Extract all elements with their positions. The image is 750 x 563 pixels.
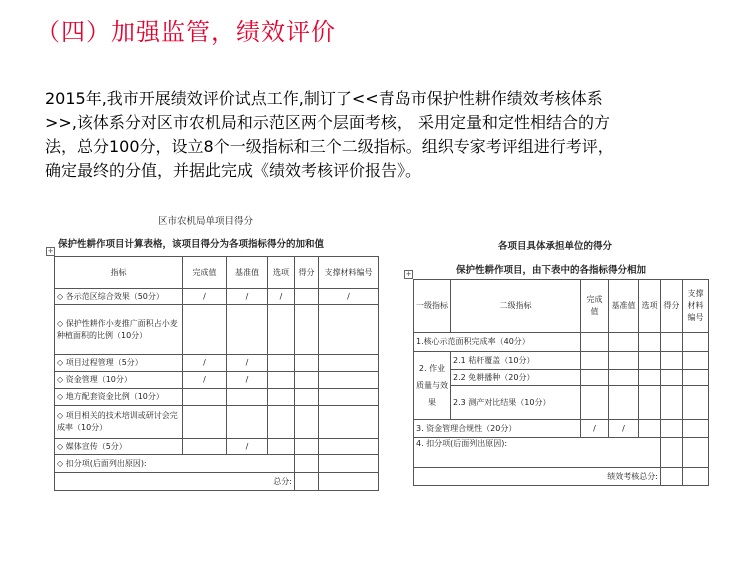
table-cell: / (183, 372, 227, 389)
table-cell: / (227, 289, 268, 305)
table-cell: ◇ 媒体宣传（5分） (55, 439, 183, 455)
paragraph-line: 法，总分100分，设立8个一级指标和三个二级指标。组织专家考评组进行考评， (45, 137, 614, 156)
table-cell (319, 305, 379, 355)
table-cell (609, 370, 639, 386)
header-cell: 基准值 (227, 257, 268, 289)
table-cell: / (581, 420, 609, 438)
table-cell (581, 333, 609, 352)
table-cell (661, 468, 683, 486)
table-cell: / (183, 289, 227, 305)
table-cell (683, 333, 709, 352)
table-cell (661, 352, 683, 370)
table-cell (227, 406, 268, 439)
table-cell (639, 386, 661, 420)
table-cell (639, 333, 661, 352)
table-cell (268, 406, 295, 439)
table-cell (227, 389, 268, 406)
total-row: 绩效考核总分: (414, 468, 661, 486)
table-cell: ◇ 保护性耕作小麦推广面积占小麦种植面积的比例（10分） (55, 305, 183, 355)
table-cell: ◇ 资金管理（10分） (55, 372, 183, 389)
table-cell (683, 438, 709, 468)
header-cell: 得分 (661, 280, 683, 333)
table-cell (683, 386, 709, 420)
left-table-caption: 区市农机局单项目得分 (158, 216, 254, 227)
table-cell: 2.2 免耕播种（20分） (451, 370, 581, 386)
table-cell: ◇ 项目过程管理（5分） (55, 355, 183, 372)
paragraph-line: >>,该体系分对区市农机局和示范区两个层面考核， 采用定量和定性相结合的方 (45, 113, 610, 132)
table-cell (183, 406, 227, 439)
header-cell: 支撑材料编号 (683, 280, 709, 333)
left-table-subcaption: 保护性耕作项目计算表格，该项目得分为各项指标得分的加和值 (58, 239, 325, 250)
table-cell (268, 355, 295, 372)
table-cell: 2. 作业质量与效果 (414, 352, 451, 420)
table-cell: / (183, 355, 227, 372)
table-cell (295, 439, 319, 455)
header-cell: 得分 (295, 257, 319, 289)
table-cell (319, 439, 379, 455)
table-cell (295, 455, 319, 473)
table-cell (295, 372, 319, 389)
table-cell (609, 333, 639, 352)
table-cell: ◇ 项目相关的技术培训或研讨会完成率（10分） (55, 406, 183, 439)
table-anchor-icon: + (47, 247, 54, 255)
table-cell (268, 439, 295, 455)
table-cell (319, 473, 379, 491)
header-cell: 指标 (55, 257, 183, 289)
table-cell (661, 420, 683, 438)
table-cell (661, 438, 683, 468)
table-cell (661, 370, 683, 386)
table-cell (661, 333, 683, 352)
table-cell (319, 455, 379, 473)
table-cell (581, 352, 609, 370)
table-cell (227, 305, 268, 355)
header-cell: 二级指标 (451, 280, 581, 333)
table-cell: / (227, 355, 268, 372)
right-score-table (413, 279, 709, 486)
table-cell (295, 355, 319, 372)
table-cell: ◇ 地方配套资金比例（10分） (55, 389, 183, 406)
table-cell: 1.核心示范面积完成率（40分） (414, 333, 581, 352)
total-row: 总分: (55, 473, 295, 491)
header-cell: 支撑材料编号 (319, 257, 379, 289)
table-cell: 2.3 测产对比结果（10分） (451, 386, 581, 420)
table-cell (609, 386, 639, 420)
table-cell (268, 305, 295, 355)
paragraph-line: 确定最终的分值，并据此完成《绩效考核评价报告》。 (45, 161, 422, 180)
table-cell: / (227, 372, 268, 389)
table-cell (639, 370, 661, 386)
table-cell (683, 370, 709, 386)
left-score-table (54, 256, 379, 491)
table-cell (295, 473, 319, 491)
table-cell (319, 389, 379, 406)
table-anchor-icon: + (405, 270, 412, 278)
table-cell (268, 389, 295, 406)
table-cell (183, 305, 227, 355)
table-cell (295, 389, 319, 406)
table-cell (295, 406, 319, 439)
table-cell: / (319, 289, 379, 305)
table-cell (639, 352, 661, 370)
table-cell (268, 372, 295, 389)
table-cell: / (227, 439, 268, 455)
deduction-row: ◇ 扣分项(后面列出原因): (55, 455, 295, 473)
table-cell (661, 386, 683, 420)
header-cell: 一级指标 (414, 280, 451, 333)
body-paragraph (45, 87, 710, 183)
header-cell: 完成值 (183, 257, 227, 289)
table-cell (683, 468, 709, 486)
right-table-subcaption: 保护性耕作项目，由下表中的各指标得分相加 (456, 265, 647, 276)
paragraph-line: 2015年,我市开展绩效评价试点工作,制订了<<青岛市保护性耕作绩效考核体系 (45, 89, 603, 108)
table-cell (609, 352, 639, 370)
table-cell (183, 439, 227, 455)
header-cell: 选项 (639, 280, 661, 333)
header-cell: 基准值 (609, 280, 639, 333)
table-cell: / (609, 420, 639, 438)
table-cell (581, 370, 609, 386)
right-table-caption: 各项目具体承担单位的得分 (498, 241, 613, 252)
table-cell (295, 289, 319, 305)
table-cell (319, 372, 379, 389)
table-cell (683, 352, 709, 370)
header-cell: 完成值 (581, 280, 609, 333)
table-cell (319, 406, 379, 439)
table-cell (183, 389, 227, 406)
table-cell: / (268, 289, 295, 305)
table-cell (683, 420, 709, 438)
table-cell (319, 355, 379, 372)
table-cell: 3. 资金管理合规性（20分） (414, 420, 581, 438)
table-cell: 2.1 秸秆覆盖（10分） (451, 352, 581, 370)
deduction-row: 4. 扣分项(后面列出原因): (414, 438, 661, 468)
slide-title: （四）加强监管，绩效评价 (36, 18, 336, 46)
table-cell: ◇ 各示范区综合效果（50分） (55, 289, 183, 305)
header-cell: 选项 (268, 257, 295, 289)
table-cell (581, 386, 609, 420)
table-cell (295, 305, 319, 355)
table-cell (639, 420, 661, 438)
